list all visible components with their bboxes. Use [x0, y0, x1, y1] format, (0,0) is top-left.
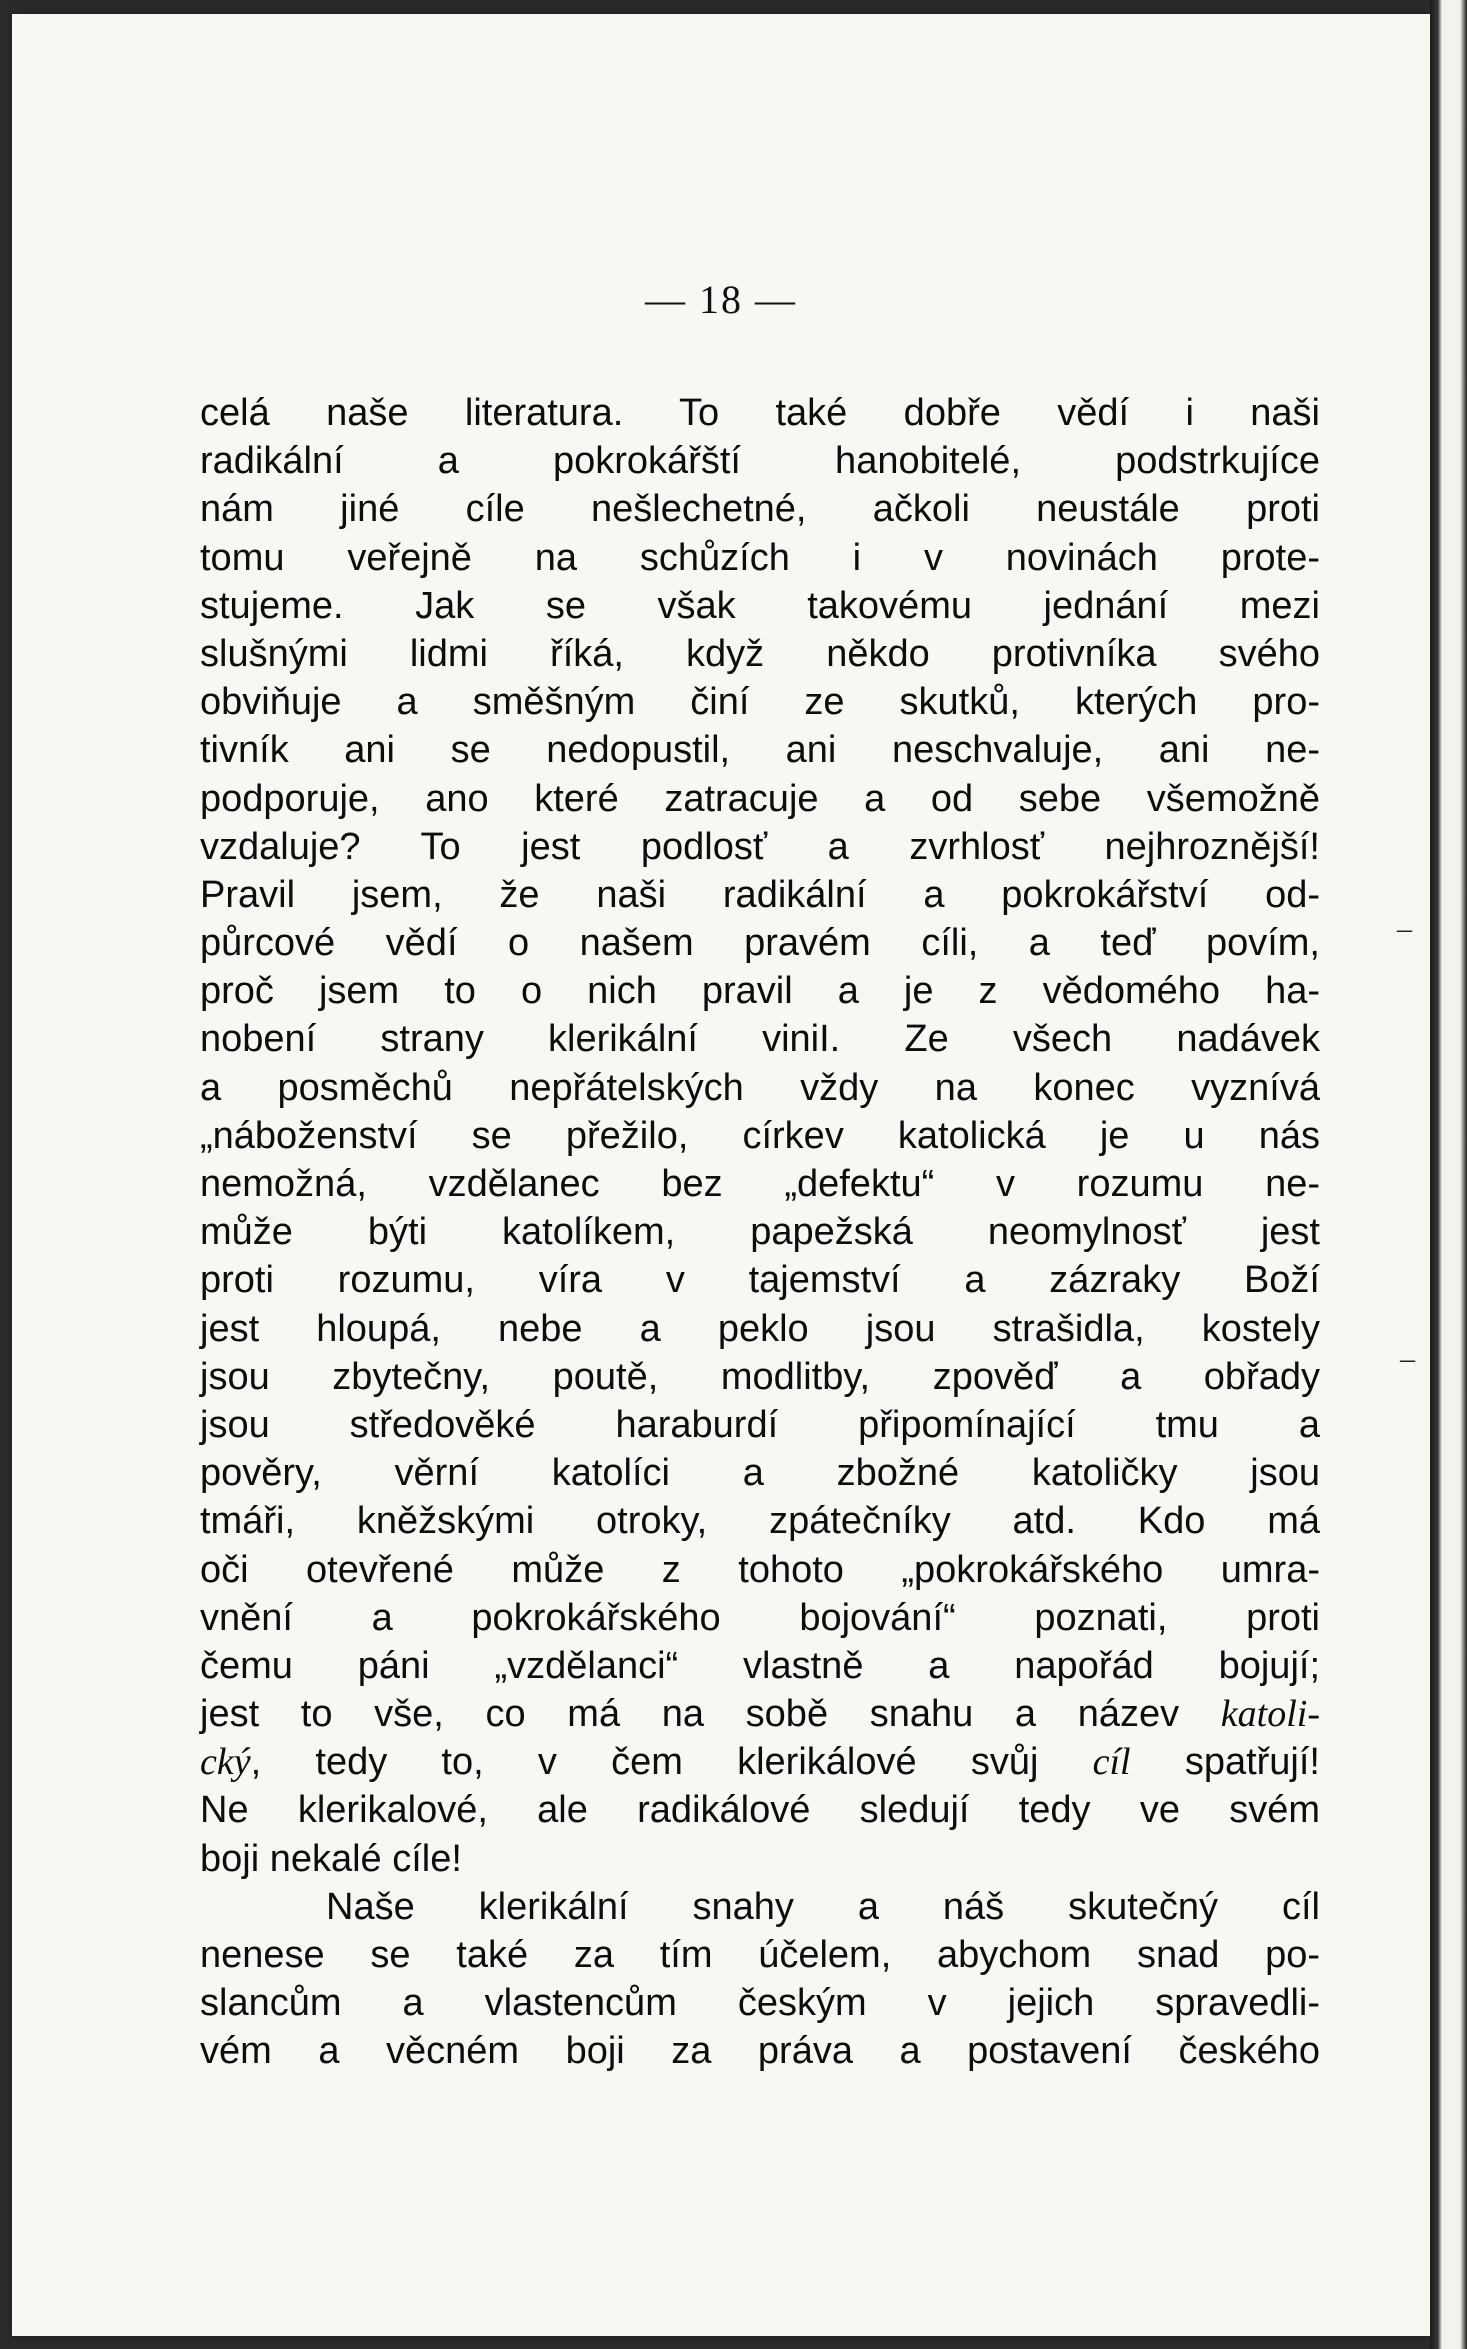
text-line: čemu páni „vzdělanci“ vlastně a napořád bojují; [200, 1644, 1320, 1687]
page-number: — 18 — [645, 277, 797, 322]
text-line: nenese se také za tím účelem, abychom snad po- [200, 1934, 1320, 1976]
text-segment: , tedy to, v čem klerikálové svůj [250, 1741, 1093, 1784]
adjacent-page-edge [1430, 0, 1467, 2349]
text-line: Naše klerikální snahy a náš skutečný cíl [326, 1885, 1320, 1928]
text-line: vém a věcném boji za práva a postavení českého [200, 2030, 1320, 2073]
text-line: vzdaluje? To jest podlosť a zvrhlosť nejhroznější! [200, 825, 1320, 868]
italic-word: cíl [1092, 1741, 1131, 1784]
text-line-mixed [200, 1690, 1320, 1738]
text-line: jest hloupá, nebe a peklo jsou strašidla, kostely [200, 1307, 1320, 1350]
text-line: „náboženství se přežilo, církev katolická je u nás [200, 1114, 1320, 1157]
italic-word: cký [200, 1741, 251, 1784]
text-line: proč jsem to o nich pravil a je z vědomého ha- [200, 970, 1320, 1013]
text-line: proti rozumu, víra v tajemství a zázraky Boží [200, 1259, 1320, 1302]
text-line: slušnými lidmi říká, když někdo protivníka svého [200, 632, 1320, 675]
text-line: podporuje, ano které zatracuje a od sebe všemožně [200, 777, 1320, 820]
italic-word: katoli- [1220, 1693, 1320, 1736]
text-line: radikální a pokrokářští hanobitelé, podstrkujíce [200, 440, 1320, 483]
text-line: půrcové vědí o našem pravém cíli, a teď povím, [200, 922, 1320, 965]
text-line: může býti katolíkem, papežská neomylnosť jest [200, 1211, 1320, 1254]
document-page [12, 14, 1430, 2336]
text-segment: spatřují! [1130, 1741, 1320, 1784]
text-line: oči otevřené může z tohoto „pokrokářského umra- [200, 1548, 1320, 1591]
text-line: tivník ani se nedopustil, ani neschvaluje, ani ne- [200, 729, 1320, 772]
margin-tick-mark: – [1397, 912, 1412, 945]
text-line: jsou středověké haraburdí připomínající tmu a [200, 1403, 1320, 1446]
text-line: Ne klerikalové, ale radikálové sledují tedy ve svém [200, 1789, 1320, 1832]
text-line: slancům a vlastencům českým v jejich spravedli- [200, 1982, 1320, 2025]
text-line: a posměchů nepřátelských vždy na konec vyznívá [200, 1066, 1320, 1109]
text-line: tomu veřejně na schůzích i v novinách prote- [200, 536, 1320, 579]
text-line: stujeme. Jak se však takovému jednání mezi [200, 584, 1320, 627]
text-line: obviňuje a směšným činí ze skutků, kterých pro- [200, 681, 1320, 724]
text-line: pověry, věrní katolíci a zbožné katoličky jsou [200, 1452, 1320, 1495]
text-line: Pravil jsem, že naši radikální a pokrokářství od- [200, 873, 1320, 916]
text-line: nám jiné cíle nešlechetné, ačkoli neustále proti [200, 488, 1320, 531]
text-line: vnění a pokrokářského bojování“ poznati, proti [200, 1596, 1320, 1639]
text-line: boji nekalé cíle! [200, 1837, 462, 1880]
text-line: celá naše literatura. To také dobře vědí i naši [200, 392, 1320, 434]
text-segment: jest to vše, co má na sobě snahu a název [200, 1693, 1221, 1736]
text-line-mixed [200, 1738, 1320, 1786]
text-line: jsou zbytečny, poutě, modlitby, zpověď a obřady [200, 1355, 1320, 1398]
body-text [200, 389, 1320, 2076]
margin-tick-mark: – [1400, 1342, 1415, 1375]
text-line: nobení strany klerikální viniI. Ze všech nadávek [200, 1018, 1320, 1061]
text-line: nemožná, vzdělanec bez „defektu“ v rozumu ne- [200, 1163, 1320, 1205]
text-line: tmáři, kněžskými otroky, zpátečníky atd. Kdo má [200, 1500, 1320, 1543]
